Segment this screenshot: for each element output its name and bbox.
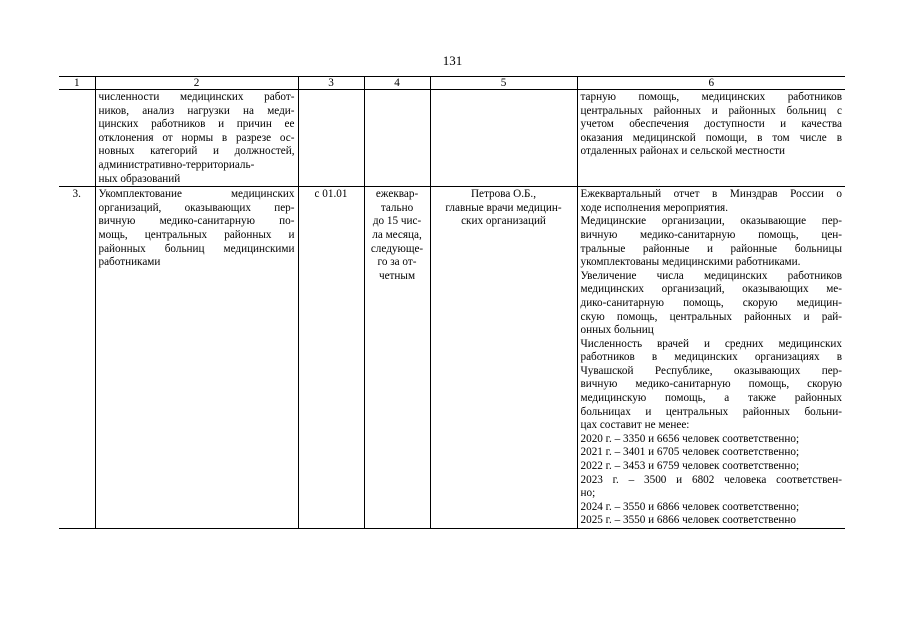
item-responsible-line: главные врачи медицин- [445, 201, 562, 214]
item-result-line: медицинскую помощь, а также районных [580, 392, 842, 405]
activity-table [59, 76, 845, 529]
item-result-line: больницах и центральных районных больни- [580, 405, 842, 418]
item-deadline-line: следующе- [370, 242, 424, 255]
cont-description-line: отклонения от нормы в разрезе ос- [98, 131, 295, 144]
item-description-line: районных больниц медицинскими [98, 242, 295, 255]
item-description-line: мощь, центральных районных и [98, 228, 295, 241]
table-row-item-3 [59, 187, 845, 529]
table-header-row [59, 77, 845, 90]
item-result-line: но; [580, 487, 596, 500]
item-result-line: дико-санитарную помощь, скорую медицин- [580, 296, 842, 309]
item-result-line: медицинских организаций, оказывающих ме- [580, 283, 842, 296]
item-description [95, 187, 298, 529]
item-result-line: Медицинские организации, оказывающие пер- [580, 215, 842, 228]
item-result-line: 2025 г. – 3550 и 6866 человек соответственно [580, 514, 796, 527]
cont-description-line: ников, анализ нагрузки на меди- [98, 104, 295, 117]
item-result-line: 2021 г. – 3401 и 6705 человек соответственно; [580, 446, 800, 459]
item-deadline-line: го за от- [377, 256, 417, 269]
item-number: 3. [59, 187, 95, 529]
item-result-line: Увеличение числа медицинских работников [580, 269, 842, 282]
item-responsible-line: Петрова О.Б., [470, 188, 537, 201]
item-description-line: работниками [98, 256, 161, 269]
cont-description-line: численности медицинских работ- [98, 91, 295, 103]
cont-result-line: центральных районных и районных больниц с [580, 104, 842, 117]
item-result-line: тральные районные и районные больницы [580, 242, 842, 255]
item-result-line: 2022 г. – 3453 и 6759 человек соответственно; [580, 460, 800, 473]
item-description-line: организаций, оказывающих пер- [98, 201, 295, 214]
item-result [577, 187, 845, 529]
item-deadline-line: до 15 чис- [372, 215, 422, 228]
cont-result-line: оказания медицинской помощи, в том числе в [580, 131, 842, 144]
item-deadline-line: тально [380, 201, 414, 214]
item-responsible [430, 187, 577, 529]
item-description-line: вичную медико-санитарную по- [98, 215, 295, 228]
cont-result-line: тарную помощь, медицинских работников [580, 91, 842, 103]
cont-cell-responsible [430, 90, 577, 187]
item-deadline-line: ла месяца, [372, 228, 422, 241]
continuation-row [59, 90, 845, 187]
item-result-line: 2023 г. – 3500 и 6802 человека соответствен- [580, 473, 842, 486]
item-description-line: Укомплектование медицинских [98, 188, 295, 201]
item-result-line: 2020 г. – 3350 и 6656 человек соответственно; [580, 432, 800, 445]
item-result-line: ходе исполнения мероприятия. [580, 201, 728, 214]
cont-cell-start [298, 90, 364, 187]
item-result-line: Ежеквартальный отчет в Минздрав России о [580, 188, 842, 201]
cont-cell-description [95, 90, 298, 187]
column-header-6: 6 [577, 77, 845, 90]
column-header-3: 3 [298, 77, 364, 90]
column-header-2: 2 [95, 77, 298, 90]
cont-result-line: отдаленных районах и сельской местности [580, 145, 785, 158]
item-result-line: вичную медико-санитарную помощь, цен- [580, 228, 842, 241]
item-result-line: скую помощь, центральных районных и рай- [580, 310, 842, 323]
item-deadline-line: четным [378, 269, 416, 282]
item-result-line: онных больниц [580, 324, 654, 337]
item-deadline [364, 187, 430, 529]
item-deadline-line: ежеквар- [375, 188, 419, 201]
cont-description-line: административно-территориаль- [98, 158, 255, 171]
item-result-line: укомплектованы медицинскими работниками. [580, 256, 801, 269]
cont-description-line: ных образований [98, 172, 181, 185]
item-result-line: цах составит не менее: [580, 419, 690, 432]
cont-cell-deadline [364, 90, 430, 187]
cont-result-line: учетом обеспечения доступности и качества [580, 118, 842, 131]
item-start-date: с 01.01 [298, 187, 364, 529]
item-result-line: вичную медико-санитарную помощь, скорую [580, 378, 842, 391]
item-responsible-line: ских организаций [461, 215, 546, 228]
column-header-4: 4 [364, 77, 430, 90]
item-result-line: работников в медицинских организациях в [580, 351, 842, 364]
cont-cell-result [577, 90, 845, 187]
column-header-1: 1 [59, 77, 95, 90]
item-result-line: 2024 г. – 3550 и 6866 человек соответственно; [580, 500, 800, 513]
column-header-5: 5 [430, 77, 577, 90]
cont-description-line: цинских работников и причин ее [98, 118, 295, 131]
page-number: 131 [442, 53, 463, 68]
item-result-line: Чувашской Республике, оказывающих пер- [580, 364, 842, 377]
cont-description-line: новных категорий и должностей, [98, 145, 295, 158]
cont-cell-number [59, 90, 95, 187]
item-result-line: Численность врачей и средних медицинских [580, 337, 842, 350]
